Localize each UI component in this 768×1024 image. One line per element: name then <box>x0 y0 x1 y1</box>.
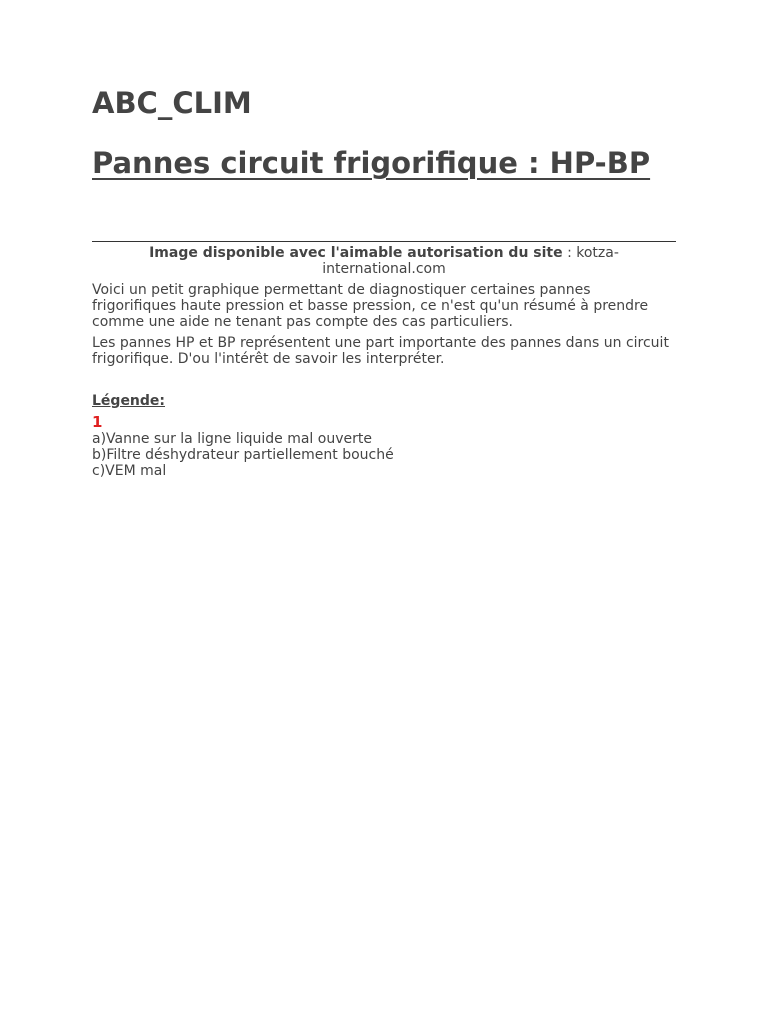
horizontal-rule <box>92 241 676 242</box>
image-credit-caption <box>92 245 676 277</box>
caption-bold-text: Image disponible avec l'aimable autorisation du site <box>149 245 563 261</box>
legend-title: Légende: <box>92 393 166 409</box>
intro-paragraph: Voici un petit graphique permettant de diagnostiquer certaines pannes frigorifiques haute pression et basse pression, ce n'est qu'un résumé à prendre comme une aide ne tenant pas compte des cas particuliers. <box>92 282 649 330</box>
legend-item: b)Filtre déshydrateur partiellement bouché <box>92 447 394 463</box>
article-title[interactable]: Pannes circuit frigorifique : HP-BP <box>92 146 651 180</box>
legend-item: a)Vanne sur la ligne liquide mal ouverte <box>92 431 372 447</box>
legend-item: c)VEM mal <box>92 463 167 479</box>
caption-source-text: : kotza-international.com <box>322 245 619 277</box>
second-paragraph: Les pannes HP et BP représentent une part importante des pannes dans un circuit frigorifique. D'ou l'intérêt de savoir les interpréter. <box>92 335 669 367</box>
legend-number: 1 <box>92 413 103 431</box>
legend-list <box>92 431 394 479</box>
site-title: ABC_CLIM <box>92 86 252 120</box>
